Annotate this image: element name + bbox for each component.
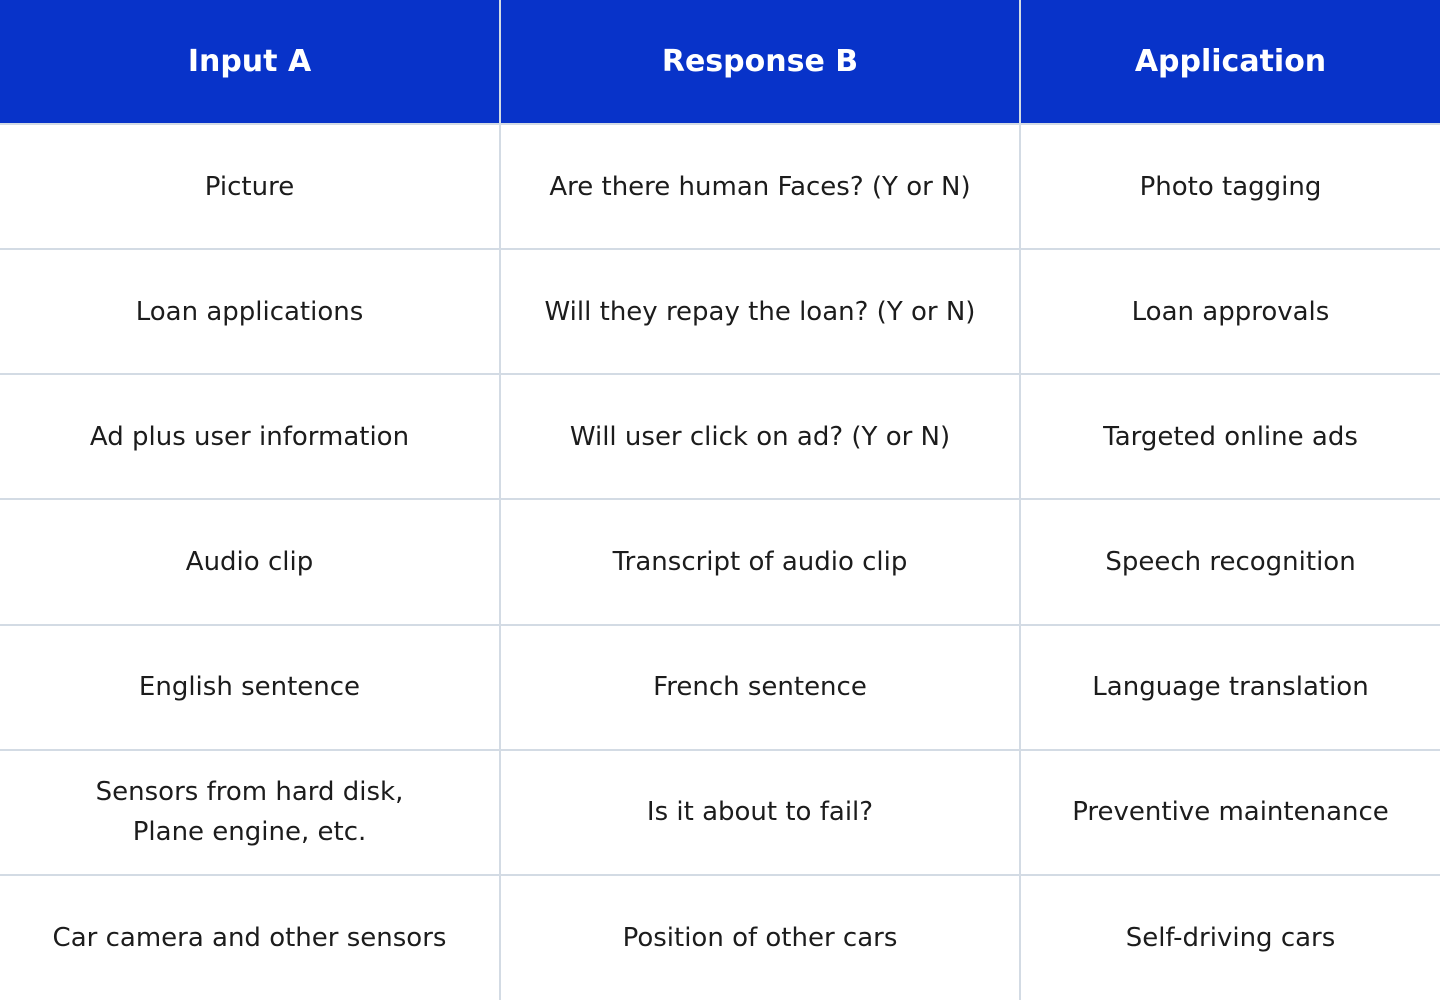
cell-application: Speech recognition [1020, 499, 1440, 624]
cell-application: Self-driving cars [1020, 875, 1440, 1000]
header-response-b: Response B [500, 0, 1020, 124]
cell-application: Photo tagging [1020, 124, 1440, 249]
cell-response: Will user click on ad? (Y or N) [500, 374, 1020, 499]
table-row [0, 249, 1440, 374]
header-row [0, 0, 1440, 124]
cell-response: Is it about to fail? [500, 750, 1020, 875]
cell-response: French sentence [500, 625, 1020, 750]
cell-input: Audio clip [0, 499, 500, 624]
table-row [0, 374, 1440, 499]
cell-application: Targeted online ads [1020, 374, 1440, 499]
cell-input [0, 750, 500, 875]
table-header [0, 0, 1440, 124]
cell-application: Language translation [1020, 625, 1440, 750]
cell-input: English sentence [0, 625, 500, 750]
cell-application: Loan approvals [1020, 249, 1440, 374]
cell-response: Will they repay the loan? (Y or N) [500, 249, 1020, 374]
cell-response: Position of other cars [500, 875, 1020, 1000]
header-input-a: Input A [0, 0, 500, 124]
cell-application: Preventive maintenance [1020, 750, 1440, 875]
table-row [0, 499, 1440, 624]
table-row [0, 750, 1440, 875]
cell-input: Ad plus user information [0, 374, 500, 499]
cell-input-line: Sensors from hard disk, [95, 777, 404, 808]
cell-input: Loan applications [0, 249, 500, 374]
cell-response: Transcript of audio clip [500, 499, 1020, 624]
cell-response: Are there human Faces? (Y or N) [500, 124, 1020, 249]
table-row [0, 124, 1440, 249]
header-application: Application [1020, 0, 1440, 124]
cell-input: Car camera and other sensors [0, 875, 500, 1000]
table-body [0, 124, 1440, 1000]
table-row [0, 875, 1440, 1000]
cell-input-line: Plane engine, etc. [132, 817, 367, 848]
table-row [0, 625, 1440, 750]
cell-input: Picture [0, 124, 500, 249]
